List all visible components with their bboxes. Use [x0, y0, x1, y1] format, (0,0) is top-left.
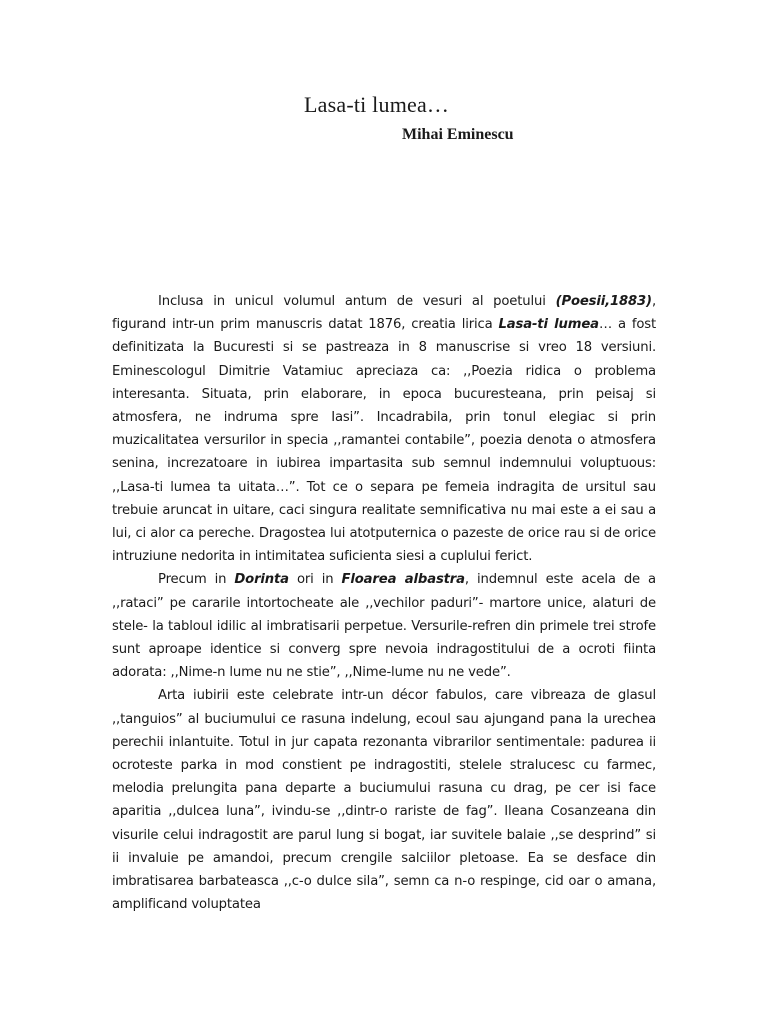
paragraph [112, 684, 656, 916]
paragraph-text: … a fost definitizata la Bucuresti si se pastreaza in 8 manuscrise si vreo 18 versiuni. Eminescologul Dimitrie Vatamiuc apreciaza ca: ,,Poezia ridica o problema interesanta. Situata, prin elaborare, in epoca bucuresteana, prin peisaj si atmosfera, ne indruma spre Iasi”. Incadrabila, prin tonul elegiac si prin muzicalitatea versurilor in specia ,,ramantei contabile”, poezia denota o atmosfera senina, increzatoare in iubirea impartasita sub semnul indemnului voluptuous: ,,Lasa-ti lumea ta uitata…”. Tot ce o separa pe femeia indragita de ursitul sau trebuie aruncat in uitare, caci singura realitate semnificativa nu mai este a ei sau a lui, ci alor ca pereche. Dragostea lui atotputernica o pazeste de orice rau si de orice intruziune nedorita in intimitatea suficienta siesi a cuplului ferict. [112, 317, 656, 565]
emphasized-title: Lasa-ti lumea [498, 317, 599, 333]
emphasized-title: Floarea albastra [341, 572, 465, 588]
paragraph [112, 290, 656, 568]
document-body [112, 290, 656, 916]
paragraph-text: ori in [288, 572, 342, 588]
emphasized-title: Dorinta [234, 572, 289, 588]
document-author: Mihai Eminescu [402, 126, 514, 143]
paragraph-text: Precum in [158, 572, 235, 588]
paragraph-text: Arta iubirii este celebrate intr-un décor fabulos, care vibreaza de glasul ,,tanguios” al buciumului ce rasuna indelung, ecoul sau ajungand pana la urechea perechii inlantuite. Totul in jur capata rezonanta vibrarilor sentimentale: padurea ii ocroteste parka in mod constient pe indragostiti, stelele stralucesc cu farmec, melodia prelungita pana departe a buciumului rasuna cu drag, pe cer isi face aparitia ,,dulcea luna”, ivindu-se ,,dintr-o rariste de fag”. Ileana Cosanzeana din visurile celui indragostit are parul lung si bogat, iar suvitele balaie ,,se desprind” si ii invaluie pe amandoi, precum crengile salciilor pletoase. Ea se desface din imbratisarea barbateasca ,,c-o dulce sila”, semn ca n-o respinge, cid oar o amana, amplificand voluptatea [112, 688, 656, 913]
emphasized-title: (Poesii,1883) [555, 294, 652, 309]
document-title: Lasa-ti lumea… [304, 92, 450, 117]
paragraph [112, 568, 656, 684]
paragraph-text: , figurand intr-un prim manuscris datat 1876, creatia lirica [112, 294, 656, 333]
paragraph-text: , indemnul este acela de a ,,rataci” pe cararile intortocheate ale ,,vechilor paduri”- martore unice, alaturi de stele- la tabloul idilic al imbratisarii perpetue. Versurile-refren din primele trei strofe sunt aproape identice si converg spre nevoia indragostitului de a ocroti fiinta adorata: ,,Nime-n lume nu ne stie”, ,,Nime-lume nu ne vede”. [112, 572, 656, 681]
paragraph-text: Inclusa in unicul volumul antum de vesuri al poetului [158, 294, 556, 309]
